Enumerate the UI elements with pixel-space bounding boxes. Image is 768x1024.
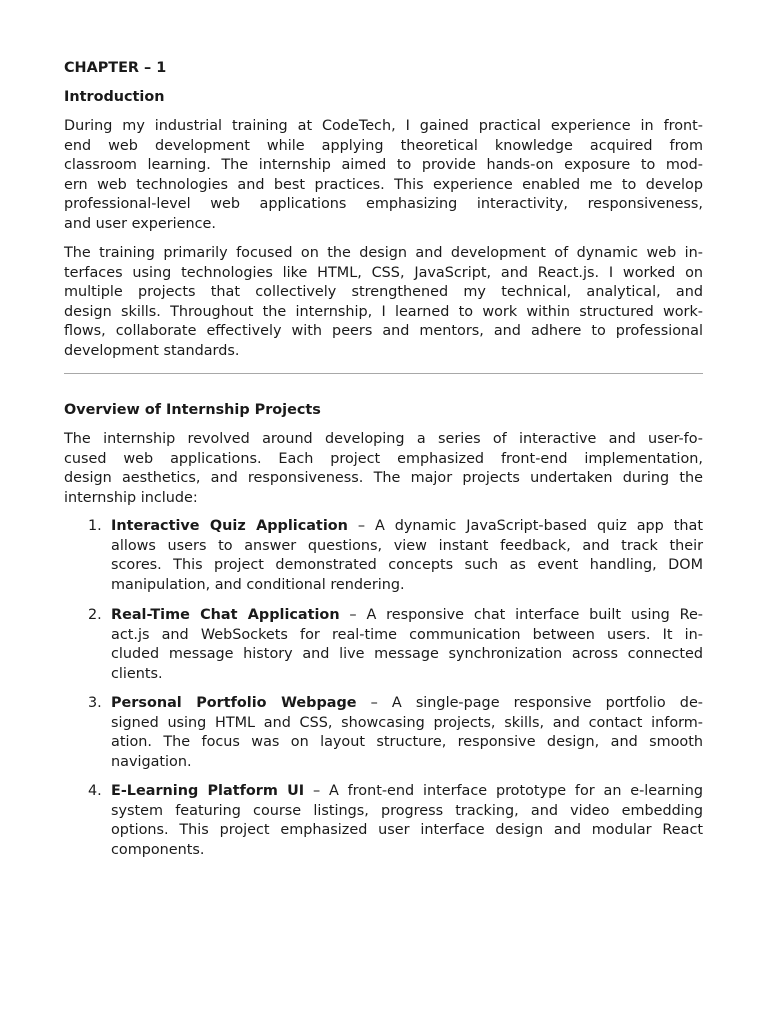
text-line: clients. [111, 665, 163, 682]
overview-heading: Overview of Internship Projects [64, 402, 321, 418]
text-line: and user experience. [64, 215, 216, 232]
project-title: Interactive Quiz Application [111, 518, 348, 534]
text-line: development standards. [64, 342, 240, 359]
text-line [111, 517, 703, 537]
text-line: professional-level web applications emphasizing interactivity, responsiveness, [64, 196, 703, 213]
overview-paragraph [64, 430, 703, 508]
text-line: The training primarily focused on the design and development of dynamic web in- [64, 245, 703, 261]
text-line: ern web technologies and best practices. This experience enabled me to develop [64, 176, 703, 193]
list-number: 2. [88, 607, 102, 623]
text-line: classroom learning. The internship aimed to provide hands-on exposure to mod- [64, 157, 703, 174]
text-line: navigation. [111, 753, 192, 770]
list-item-text [111, 782, 703, 860]
text-line: system featuring course listings, progress tracking, and video embedding [111, 802, 703, 819]
text-line: manipulation, and conditional rendering. [111, 576, 405, 593]
list-number: 4. [88, 783, 102, 799]
text-line: The internship revolved around developing a series of interactive and user-fo- [64, 431, 703, 447]
text-line: multiple projects that collectively strengthened my technical, analytical, and [64, 284, 703, 301]
chapter-label: CHAPTER – 1 [64, 60, 167, 76]
project-title: Real-Time Chat Application [111, 607, 340, 623]
text-line: terfaces using technologies like HTML, CSS, JavaScript, and React.js. I worked on [64, 264, 703, 281]
project-description: – A dynamic JavaScript-based quiz app that [347, 518, 703, 534]
project-description: – A front-end interface prototype for an e-learning [304, 783, 704, 799]
project-description: – A responsive chat interface built using Re- [339, 607, 703, 623]
text-line: act.js and WebSockets for real-time communication between users. It in- [111, 626, 703, 643]
intro-paragraph-2 [64, 244, 703, 362]
text-line [111, 606, 703, 626]
section-divider [64, 373, 703, 374]
list-item-text [111, 694, 703, 772]
text-line: flows, collaborate effectively with peers and mentors, and adhere to professional [64, 323, 703, 340]
text-line: options. This project emphasized user interface design and modular React [111, 822, 703, 839]
list-item-text [111, 606, 703, 684]
text-line: During my industrial training at CodeTech, I gained practical experience in front- [64, 118, 703, 134]
text-line: design aesthetics, and responsiveness. The major projects undertaken during the [64, 470, 703, 487]
list-item-text [111, 517, 703, 595]
project-description: – A single-page responsive portfolio de- [356, 695, 703, 711]
text-line: end web development while applying theoretical knowledge acquired from [64, 137, 703, 154]
text-line: components. [111, 841, 205, 858]
text-line: design skills. Throughout the internship, I learned to work within structured work- [64, 303, 703, 320]
project-title: E-Learning Platform UI [111, 783, 305, 799]
text-line: allows users to answer questions, view instant feedback, and track their [111, 537, 703, 554]
text-line: cluded message history and live message synchronization across connected [111, 646, 703, 663]
text-line: signed using HTML and CSS, showcasing projects, skills, and contact inform- [111, 714, 703, 731]
intro-heading: Introduction [64, 89, 165, 105]
text-line [111, 782, 703, 802]
list-number: 3. [88, 695, 102, 711]
list-number: 1. [88, 518, 102, 534]
text-line: cused web applications. Each project emphasized front-end implementation, [64, 450, 703, 467]
text-line: scores. This project demonstrated concepts such as event handling, DOM [111, 557, 703, 574]
text-line [111, 694, 703, 714]
project-title: Personal Portfolio Webpage [111, 695, 357, 711]
text-line: ation. The focus was on layout structure, responsive design, and smooth [111, 734, 703, 751]
intro-paragraph-1 [64, 117, 703, 235]
text-line: internship include: [64, 489, 198, 506]
